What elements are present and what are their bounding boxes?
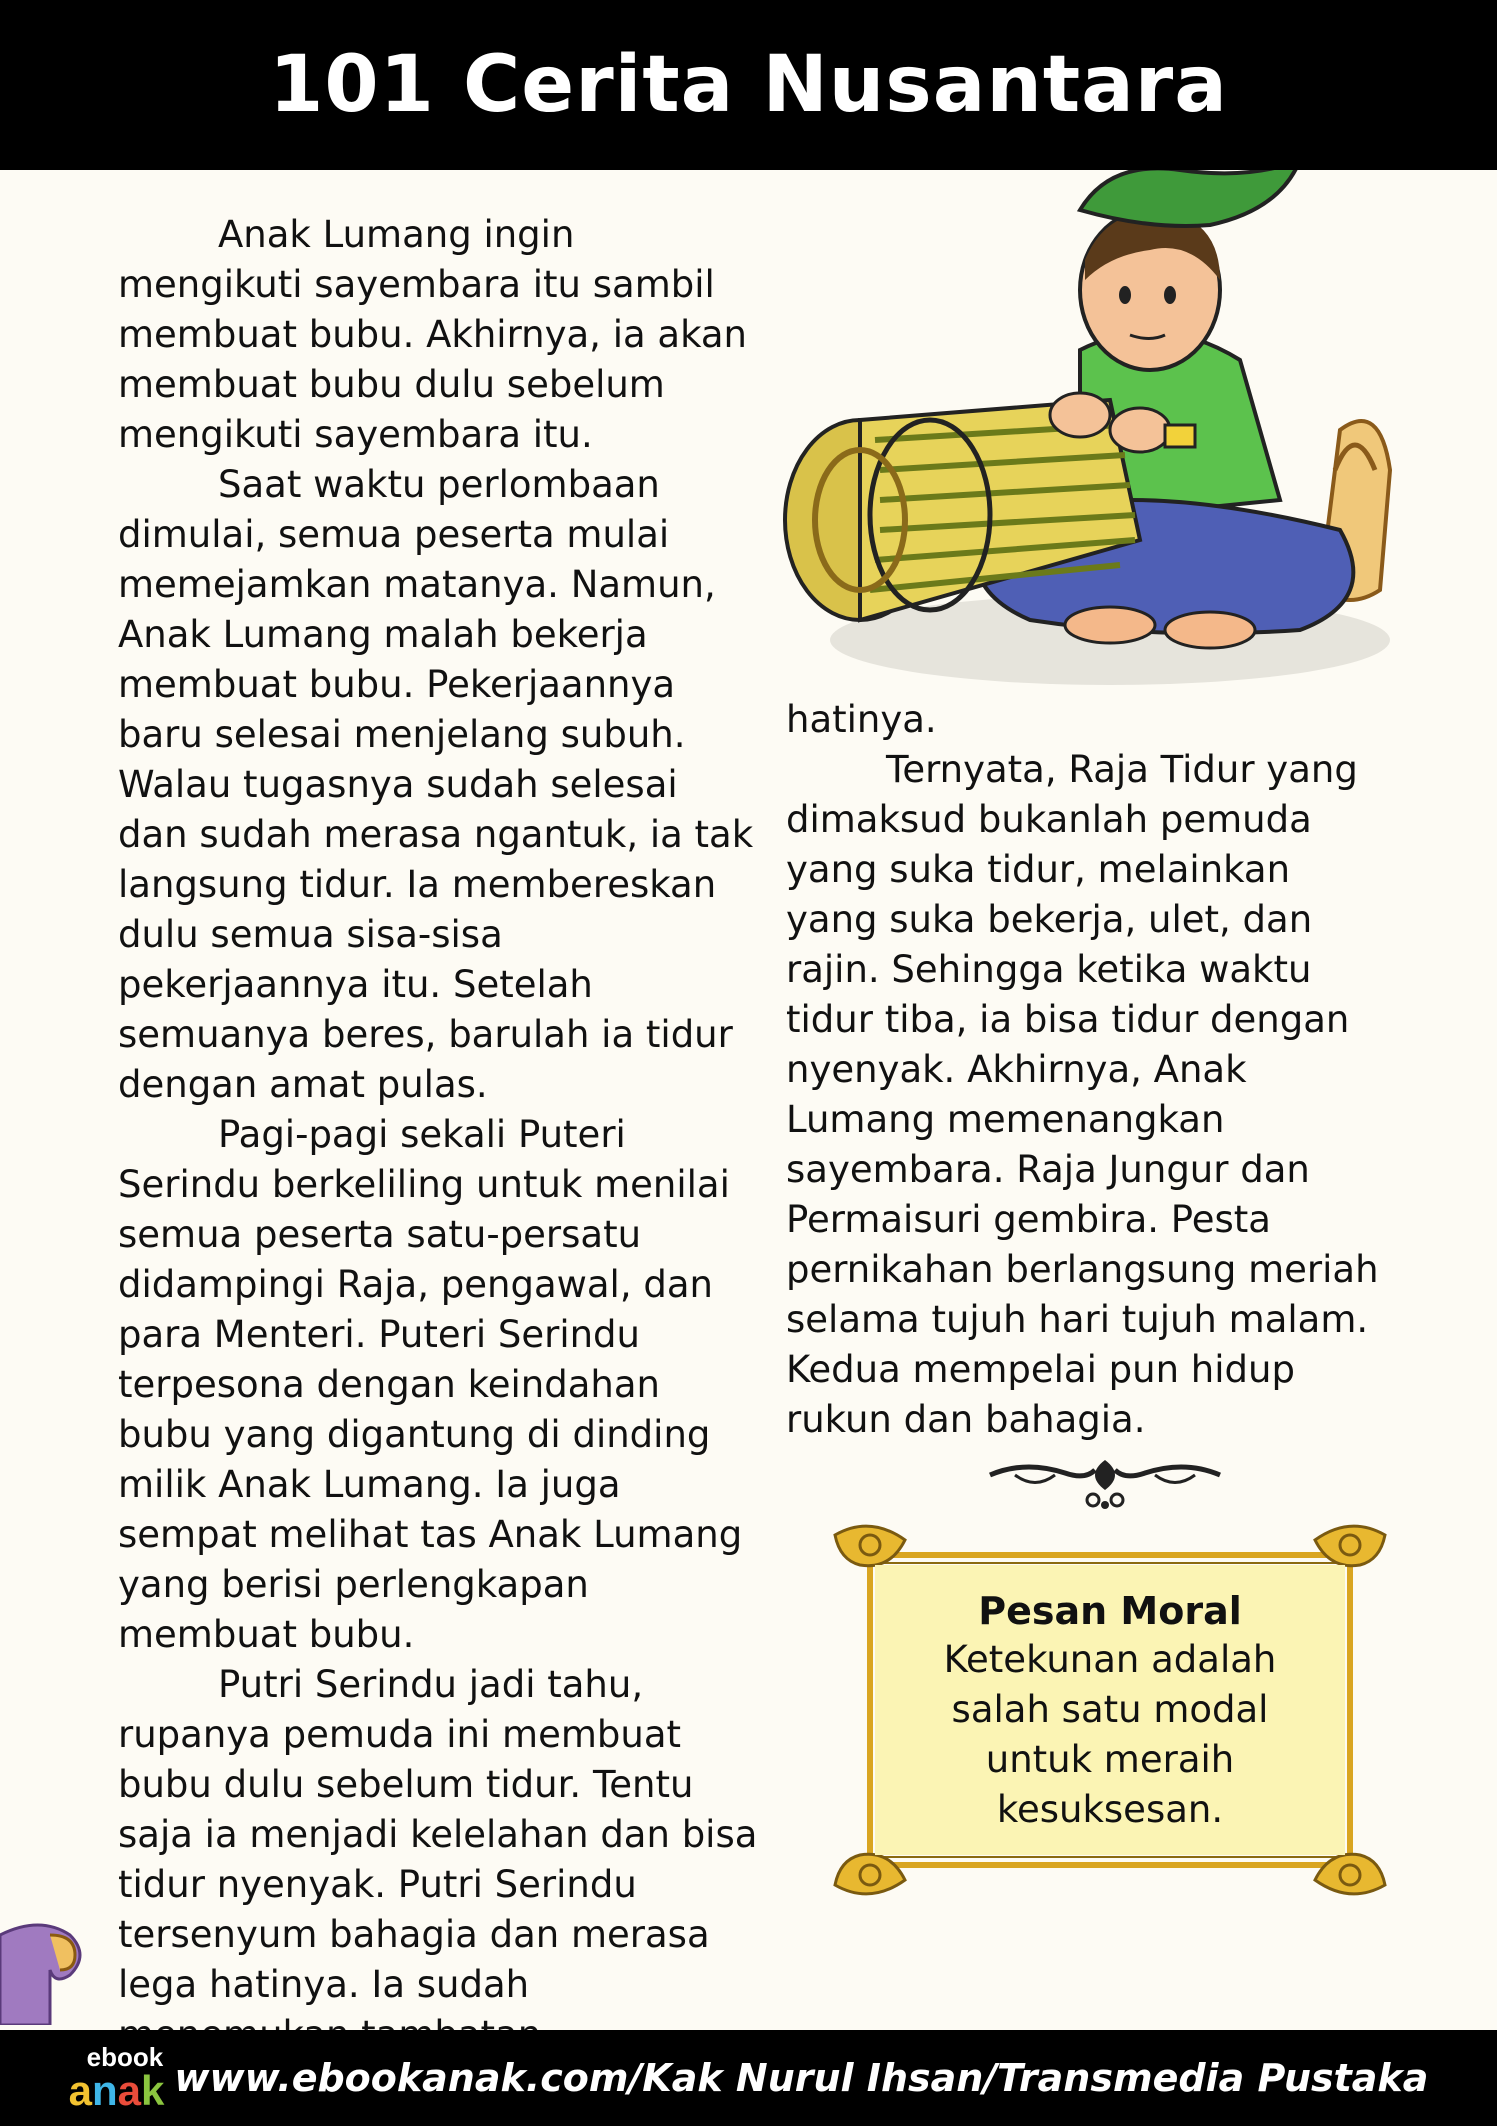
logo-letters: anak <box>68 2067 165 2114</box>
paragraph: Anak Lumang ingin mengikuti sayembara itu sambil membuat bubu. Akhirnya, ia akan membuat bubu dulu sebelum mengikuti sayembara itu. <box>118 213 747 456</box>
flourish-ornament <box>985 1445 1225 1515</box>
moral-text: Ketekunan adalah salah satu modal untuk meraih kesuksesan. <box>943 1638 1277 1831</box>
logo-top-text: ebook <box>86 2042 164 2072</box>
page-footer <box>0 2030 1497 2126</box>
scroll-decoration-icon <box>0 1915 90 2025</box>
paragraph: Pagi-pagi sekali Puteri Serindu berkeliling untuk menilai semua peserta satu-persatu didampingi Raja, pengawal, dan para Menteri. Puteri Serindu terpesona dengan keindahan bubu yang digantung di dinding milik Anak Lumang. Ia juga sempat melihat tas Anak Lumang yang berisi perlengkapan membuat bubu. <box>118 1113 743 1656</box>
left-text-column <box>118 210 758 2060</box>
paragraph: Ternyata, Raja Tidur yang dimaksud bukanlah pemuda yang suka tidur, melainkan yang suka bekerja, ulet, dan rajin. Sehingga ketika waktu tidur tiba, ia bisa tidur dengan nyenyak. Akhirnya, Anak Lumang memenangkan sayembara. Raja Jungur dan Permaisuri gembira. Pesta pernikahan berlangsung meriah selama tujuh hari tujuh malam. Kedua mempelai pun hidup rukun dan bahagia. <box>786 748 1379 1441</box>
page-header <box>0 0 1497 170</box>
paragraph-continuation: hatinya. <box>786 698 937 741</box>
footer-credit: www.ebookanak.com/Kak Nurul Ihsan/Transmedia Pustaka <box>174 2056 1429 2100</box>
moral-box <box>875 1565 1345 1855</box>
right-text-column <box>786 695 1386 1445</box>
ebookanak-logo <box>69 2044 165 2112</box>
moral-title: Pesan Moral <box>978 1589 1242 1633</box>
paragraph: Saat waktu perlombaan dimulai, semua peserta mulai memejamkan matanya. Namun, Anak Lumang malah bekerja membuat bubu. Pekerjaannya baru selesai menjelang subuh. Walau tugasnya sudah selesai dan sudah merasa ngantuk, ia tak langsung tidur. Ia membereskan dulu semua sisa-sisa pekerjaannya itu. Setelah semuanya beres, barulah ia tidur dengan amat pulas. <box>118 463 754 1106</box>
page-title: 101 Cerita Nusantara <box>269 40 1228 130</box>
boy-weaving-bubu-illustration <box>780 170 1400 690</box>
paragraph: Putri Serindu jadi tahu, rupanya pemuda ini membuat bubu dulu sebelum tidur. Tentu saja ia menjadi kelelahan dan bisa tidur nyenyak. Putri Serindu tersenyum bahagia dan merasa lega hatinya. Ia sudah <box>118 1663 758 2006</box>
